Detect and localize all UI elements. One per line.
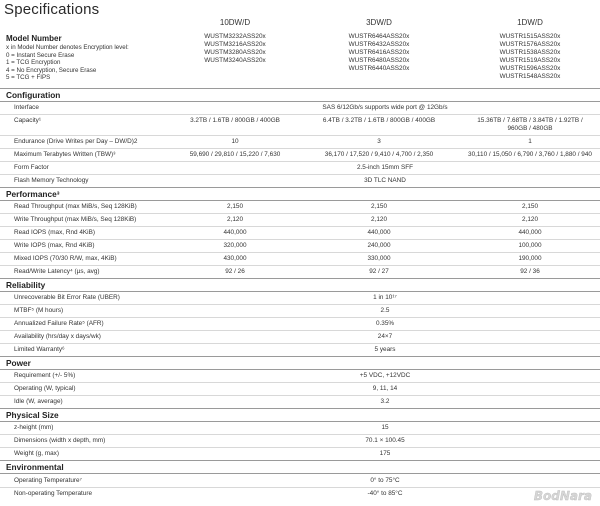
value-capacity-3dwd: 6.4TB / 3.2TB / 1.6TB / 800GB / 400GB bbox=[322, 117, 436, 124]
row-label-mixed-iops: Mixed IOPS (70/30 R/W, max, 4KiB) bbox=[14, 255, 117, 262]
capacity-line: 15.36TB / 7.68TB / 3.84TB / 1.92TB / bbox=[477, 117, 583, 124]
row-label-write-iops: Write IOPS (max, Rnd 4KiB) bbox=[14, 242, 95, 249]
section-divider bbox=[0, 460, 600, 461]
value-operating-power: 9, 11, 14 bbox=[372, 385, 398, 392]
section-divider bbox=[0, 101, 600, 102]
row-divider bbox=[0, 447, 600, 448]
note-line: 4 = No Encryption, Secure Erase bbox=[6, 66, 97, 74]
value-capacity-1dwd bbox=[460, 117, 600, 133]
page-title: Specifications bbox=[4, 1, 100, 18]
row-label-availability: Availability (hrs/day x days/wk) bbox=[14, 333, 101, 340]
model-item: WUSTR1538ASS20x bbox=[499, 49, 561, 56]
capacity-line: 960GB / 480GB bbox=[507, 124, 553, 132]
row-label-requirement: Requirement (+/- 5%) bbox=[14, 372, 76, 379]
row-label-warranty: Limited Warranty⁶ bbox=[14, 346, 65, 353]
value-read-iops-3dwd: 440,000 bbox=[367, 229, 391, 236]
watermark-logo bbox=[514, 486, 594, 504]
value-write-iops-3dwd: 240,000 bbox=[367, 242, 391, 249]
row-divider bbox=[0, 174, 600, 175]
row-label-mtbf: MTBF⁵ (M hours) bbox=[14, 307, 64, 314]
section-divider bbox=[0, 369, 600, 370]
value-tbw-3dwd: 36,170 / 17,520 / 9,410 / 4,700 / 2,350 bbox=[324, 151, 434, 158]
watermark-text: BodNara bbox=[533, 489, 592, 503]
section-divider bbox=[0, 200, 600, 201]
row-divider bbox=[0, 252, 600, 253]
encryption-notes bbox=[6, 44, 129, 82]
model-item: WUSTR6416ASS20x bbox=[348, 49, 410, 56]
note-line: 1 = TCG Encryption bbox=[6, 59, 61, 67]
value-form-factor: 2.5-inch 15mm SFF bbox=[356, 164, 414, 171]
row-divider bbox=[0, 148, 600, 149]
column-header-1dwd: 1DW/D bbox=[517, 18, 543, 27]
row-label-endurance: Endurance (Drive Writes per Day – DW/D)2 bbox=[14, 138, 138, 145]
column-header-3dwd: 3DW/D bbox=[366, 18, 392, 27]
value-write-iops-10dwd: 320,000 bbox=[223, 242, 247, 249]
row-divider bbox=[0, 434, 600, 435]
model-item: WUSTR6480ASS20x bbox=[348, 57, 410, 64]
row-divider bbox=[0, 226, 600, 227]
model-item: WUSTR1576ASS20x bbox=[499, 41, 561, 48]
model-item: WUSTM3240ASS20x bbox=[204, 57, 266, 64]
value-write-throughput-3dwd: 2,120 bbox=[371, 216, 387, 223]
value-mtbf: 2.5 bbox=[380, 307, 390, 314]
row-divider bbox=[0, 487, 600, 488]
section-title-power: Power bbox=[6, 358, 31, 368]
model-item: WUSTR6432ASS20x bbox=[348, 41, 410, 48]
row-divider bbox=[0, 304, 600, 305]
value-dimensions: 70.1 × 100.45 bbox=[365, 437, 405, 444]
row-divider bbox=[0, 317, 600, 318]
model-list-3dwd bbox=[314, 33, 444, 73]
model-item: WUSTR1519ASS20x bbox=[499, 57, 561, 64]
row-divider bbox=[0, 114, 600, 115]
row-label-weight: Weight (g, max) bbox=[14, 450, 59, 457]
model-item: WUSTR1548ASS20x bbox=[499, 73, 561, 80]
row-label-idle-power: Idle (W, average) bbox=[14, 398, 63, 405]
row-label-latency: Read/Write Latency⁴ (µs, avg) bbox=[14, 268, 100, 275]
value-mixed-iops-1dwd: 190,000 bbox=[518, 255, 542, 262]
row-divider bbox=[0, 239, 600, 240]
value-read-throughput-1dwd: 2,150 bbox=[522, 203, 538, 210]
row-divider bbox=[0, 135, 600, 136]
value-warranty: 5 years bbox=[374, 346, 396, 353]
value-flash: 3D TLC NAND bbox=[364, 177, 406, 184]
row-divider bbox=[0, 213, 600, 214]
section-divider bbox=[0, 356, 600, 357]
row-divider bbox=[0, 161, 600, 162]
value-tbw-1dwd: 30,110 / 15,050 / 6,790 / 3,760 / 1,880 / 940 bbox=[468, 151, 592, 158]
row-label-afr: Annualized Failure Rate⁵ (AFR) bbox=[14, 320, 104, 327]
value-zheight: 15 bbox=[381, 424, 389, 431]
row-label-uber: Unrecoverable Bit Error Rate (UBER) bbox=[14, 294, 120, 301]
section-divider bbox=[0, 473, 600, 474]
section-title-physical: Physical Size bbox=[6, 410, 59, 420]
value-latency-10dwd: 92 / 26 bbox=[225, 268, 245, 275]
section-title-performance: Performance³ bbox=[6, 189, 60, 199]
row-label-operating-temperature: Operating Temperature⁷ bbox=[14, 477, 82, 484]
note-line: x in Model Number denotes Encryption level: bbox=[6, 44, 129, 51]
model-list-1dwd bbox=[460, 33, 600, 81]
value-nonoperating-temperature: -40° to 85°C bbox=[367, 490, 403, 497]
section-divider bbox=[0, 291, 600, 292]
section-divider bbox=[0, 88, 600, 89]
value-read-throughput-10dwd: 2,150 bbox=[227, 203, 243, 210]
value-afr: 0.35% bbox=[375, 320, 395, 327]
value-write-throughput-10dwd: 2,120 bbox=[227, 216, 243, 223]
row-label-read-iops: Read IOPS (max, Rnd 4KiB) bbox=[14, 229, 95, 236]
model-item: WUSTM3232ASS20x bbox=[204, 33, 266, 40]
value-write-throughput-1dwd: 2,120 bbox=[522, 216, 538, 223]
row-divider bbox=[0, 265, 600, 266]
row-divider bbox=[0, 395, 600, 396]
value-endurance-10dwd: 10 bbox=[231, 138, 239, 145]
row-label-form-factor: Form Factor bbox=[14, 164, 49, 171]
value-read-iops-1dwd: 440,000 bbox=[518, 229, 542, 236]
model-item: WUSTR6440ASS20x bbox=[348, 65, 410, 72]
value-mixed-iops-3dwd: 330,000 bbox=[367, 255, 391, 262]
row-label-write-throughput: Write Throughput (max MiB/s, Seq 128KiB) bbox=[14, 216, 137, 223]
value-latency-3dwd: 92 / 27 bbox=[369, 268, 389, 275]
value-mixed-iops-10dwd: 430,000 bbox=[223, 255, 247, 262]
row-label-dimensions: Dimensions (width x depth, mm) bbox=[14, 437, 106, 444]
section-divider bbox=[0, 421, 600, 422]
section-title-environmental: Environmental bbox=[6, 462, 64, 472]
section-divider bbox=[0, 278, 600, 279]
note-line: 5 = TCG + FIPS bbox=[6, 74, 51, 82]
model-number-label: Model Number bbox=[6, 34, 62, 43]
value-latency-1dwd: 92 / 36 bbox=[520, 268, 540, 275]
value-requirement: +5 VDC, +12VDC bbox=[359, 372, 411, 379]
row-divider bbox=[0, 382, 600, 383]
row-label-tbw: Maximum Terabytes Written (TBW)³ bbox=[14, 151, 116, 158]
row-divider bbox=[0, 330, 600, 331]
row-divider bbox=[0, 343, 600, 344]
row-label-interface: Interface bbox=[14, 104, 39, 111]
row-label-zheight: z-height (mm) bbox=[14, 424, 54, 431]
value-capacity-10dwd: 3.2TB / 1.6TB / 800GB / 400GB bbox=[190, 117, 280, 124]
value-weight: 175 bbox=[379, 450, 391, 457]
section-divider bbox=[0, 187, 600, 188]
value-read-iops-10dwd: 440,000 bbox=[223, 229, 247, 236]
model-list-10dwd bbox=[170, 33, 300, 65]
section-title-reliability: Reliability bbox=[6, 280, 46, 290]
value-write-iops-1dwd: 100,000 bbox=[518, 242, 542, 249]
row-label-flash: Flash Memory Technology bbox=[14, 177, 89, 184]
value-operating-temperature: 0° to 75°C bbox=[370, 477, 400, 484]
model-item: WUSTM3216ASS20x bbox=[204, 41, 266, 48]
value-interface: SAS 6/12Gb/s supports wide port @ 12Gb/s bbox=[322, 104, 448, 111]
model-item: WUSTR1515ASS20x bbox=[499, 33, 561, 40]
value-tbw-10dwd: 59,690 / 29,810 / 15,220 / 7,630 bbox=[189, 151, 281, 158]
value-endurance-3dwd: 3 bbox=[377, 138, 381, 145]
value-uber: 1 in 10¹⁷ bbox=[373, 294, 397, 301]
section-title-configuration: Configuration bbox=[6, 90, 61, 100]
note-line: 0 = Instant Secure Erase bbox=[6, 51, 75, 59]
column-header-10dwd: 10DW/D bbox=[219, 18, 251, 27]
value-endurance-1dwd: 1 bbox=[528, 138, 532, 145]
value-read-throughput-3dwd: 2,150 bbox=[371, 203, 387, 210]
model-item: WUSTR6464ASS20x bbox=[348, 33, 410, 40]
model-item: WUSTM3280ASS20x bbox=[204, 49, 266, 56]
value-idle-power: 3.2 bbox=[380, 398, 390, 405]
row-label-operating-power: Operating (W, typical) bbox=[14, 385, 76, 392]
model-item: WUSTR1596ASS20x bbox=[499, 65, 561, 72]
row-label-capacity: Capacity¹ bbox=[14, 117, 41, 124]
row-label-read-throughput: Read Throughput (max MiB/s, Seq 128KiB) bbox=[14, 203, 137, 210]
row-label-nonoperating-temperature: Non-operating Temperature bbox=[14, 490, 93, 497]
value-availability: 24×7 bbox=[377, 333, 393, 340]
section-divider bbox=[0, 408, 600, 409]
